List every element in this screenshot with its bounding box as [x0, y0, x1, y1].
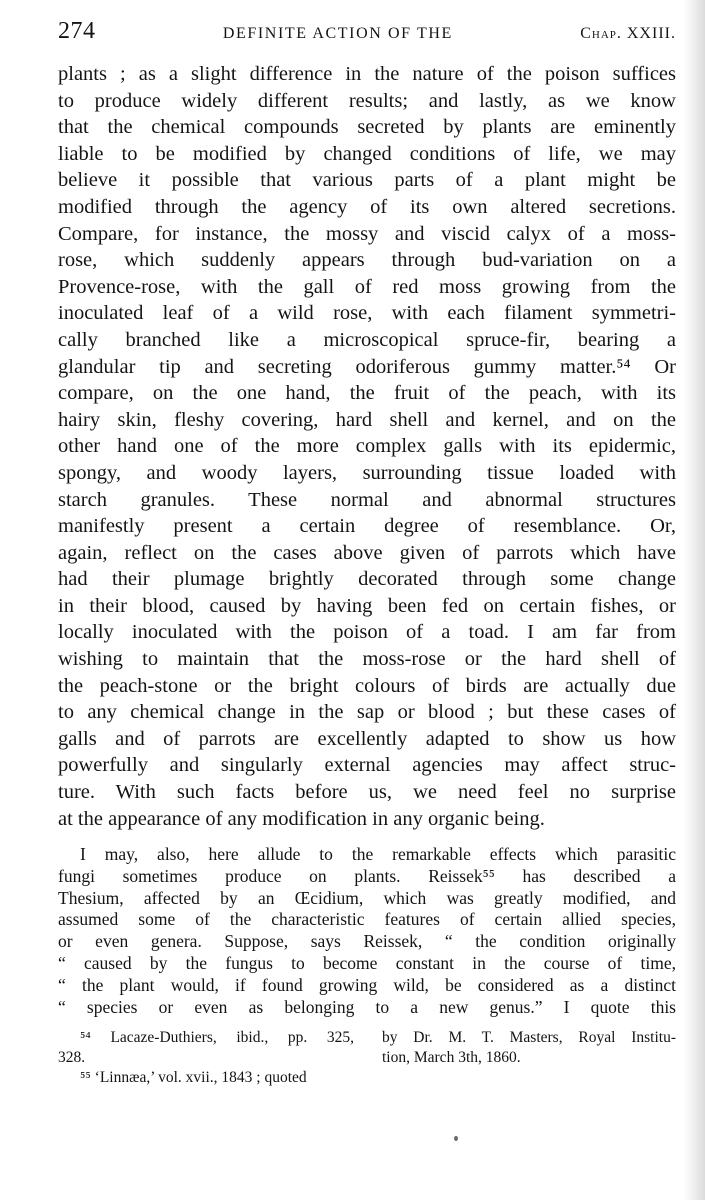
footnote-line: ⁵⁴ Lacaze-Duthiers, ibid., pp. 325,: [80, 1029, 354, 1046]
text-line: hairy skin, fleshy covering, hard shell and kernel, and on the: [58, 408, 676, 431]
page-edge-shadow: [683, 0, 705, 1200]
text-line: starch granules. These normal and abnormal structures: [58, 488, 676, 511]
text-line: fungi sometimes produce on plants. Reissek⁵⁵ has described a: [58, 865, 676, 886]
text-line: spongy, and woody layers, surrounding tissue loaded with: [58, 461, 676, 484]
text-line: Thesium, affected by an Œcidium, which was greatly modified, and: [58, 887, 676, 908]
text-line: cally branched like a microscopical spruce-fir, bearing a: [58, 328, 676, 351]
footnotes: [58, 1028, 676, 1098]
text-line: I may, also, here allude to the remarkable effects which parasitic: [80, 844, 676, 864]
text-line: had their plumage brightly decorated through some change: [58, 568, 676, 591]
text-line: modified through the agency of its own altered secretions.: [58, 195, 676, 218]
ink-speck: [454, 1136, 458, 1141]
page-number: 274: [58, 18, 96, 44]
text-line: to produce widely different results; and lastly, as we know: [58, 89, 676, 112]
small-print-paragraph: [58, 844, 676, 1018]
text-line: assumed some of the characteristic features of certain allied species,: [58, 909, 676, 930]
main-paragraph: [58, 61, 676, 832]
chapter-label: Chap. XXIII.: [580, 25, 676, 42]
text-line: “ species or even as belonging to a new genus.” I quote this: [58, 996, 676, 1017]
text-line: Compare, for instance, the mossy and viscid calyx of a moss-: [58, 222, 676, 245]
footnote-column-left: [58, 1028, 354, 1088]
text-line: glandular tip and secreting odoriferous gummy matter.⁵⁴ Or: [58, 355, 676, 378]
text-line: at the appearance of any modification in any organic being.: [58, 807, 545, 830]
footnote-line: 328.: [58, 1049, 86, 1066]
text-line: that the chemical compounds secreted by plants are eminently: [58, 116, 676, 139]
text-line: wishing to maintain that the moss-rose or the hard shell of: [58, 648, 676, 671]
text-line: to any chemical change in the sap or blood ; but these cases of: [58, 701, 676, 724]
text-line: rose, which suddenly appears through bud-variation on a: [58, 249, 676, 272]
footnote-column-right: [382, 1028, 676, 1068]
footnote-line: by Dr. M. T. Masters, Royal Institu-: [382, 1029, 676, 1046]
text-line: other hand one of the more complex galls with its epidermic,: [58, 435, 676, 458]
footnote-line: ⁵⁵ ‘Linnæa,’ vol. xvii., 1843 ; quoted: [80, 1069, 307, 1086]
text-line: galls and of parrots are excellently adapted to show us how: [58, 727, 676, 750]
text-line: believe it possible that various parts of a plant might be: [58, 169, 676, 192]
text-line: compare, on the one hand, the fruit of the peach, with its: [58, 382, 676, 405]
text-line: “ caused by the fungus to become constant in the course of time,: [58, 952, 676, 973]
text-line: the peach-stone or the bright colours of birds are actually due: [58, 674, 676, 697]
running-title: DEFINITE ACTION OF THE: [222, 25, 453, 42]
text-line: in their blood, caused by having been fed on certain fishes, or: [58, 594, 676, 617]
text-line: liable to be modified by changed conditions of life, we may: [58, 142, 676, 165]
text-line: again, reflect on the cases above given of parrots which have: [58, 541, 676, 564]
text-line: plants ; as a slight difference in the nature of the poison suffices: [58, 63, 676, 85]
text-line: manifestly present a certain degree of resemblance. Or,: [58, 515, 676, 538]
text-line: powerfully and singularly external agencies may affect struc-: [58, 754, 676, 777]
text-line: Provence-rose, with the gall of red moss growing from the: [58, 275, 676, 298]
text-line: ture. With such facts before us, we need feel no surprise: [58, 781, 676, 804]
footnote-line: tion, March 3th, 1860.: [382, 1049, 521, 1066]
text-line: inoculated leaf of a wild rose, with each filament symmetri-: [58, 302, 676, 325]
text-line: “ the plant would, if found growing wild, be considered as a distinct: [58, 974, 676, 995]
text-line: locally inoculated with the poison of a toad. I am far from: [58, 621, 676, 644]
page-header: [58, 18, 676, 48]
text-line: or even genera. Suppose, says Reissek, “ the condition originally: [58, 931, 676, 952]
